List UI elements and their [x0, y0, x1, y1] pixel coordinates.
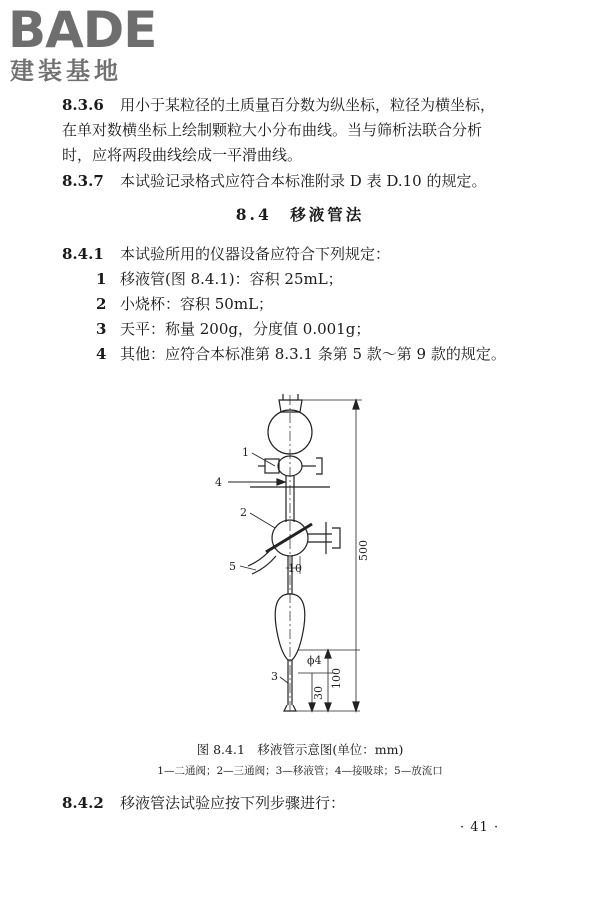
logo-wordmark: BADE	[8, 1, 157, 59]
dim-dia-label: ϕ4	[307, 654, 322, 667]
label-2: 2	[240, 506, 247, 519]
clause-text: 本试验所用的仪器设备应符合下列规定：	[120, 245, 391, 263]
clause-text-line: 用小于某粒径的土质量百分数为纵坐标，粒径为横坐标，	[120, 96, 496, 114]
clause-8-4-2	[62, 791, 345, 815]
item-text: 天平：称量 200g，分度值 0.001g；	[120, 320, 371, 338]
figure-legend: 1—二通阀；2—三通阀；3—移液管；4—接吸球；5—放流口	[157, 765, 443, 777]
item-number: 3	[96, 320, 107, 338]
list-item	[96, 267, 343, 291]
item-number: 1	[96, 270, 107, 288]
pipette-figure	[0, 385, 600, 725]
dim-gap-label: 10	[288, 562, 302, 575]
dim-bottom-label: 30	[312, 686, 325, 700]
clause-8-3-6-cont: 在单对数横坐标上绘制颗粒大小分布曲线。当与筛析法联合分析	[62, 121, 483, 139]
label-1: 1	[242, 446, 249, 459]
item-text: 移液管(图 8.4.1)：容积 25mL；	[120, 270, 343, 288]
page-number: · 41 ·	[460, 820, 500, 835]
clause-number: 8.4.1	[62, 245, 104, 263]
logo-subtitle: 建装基地	[10, 57, 122, 85]
list-item	[96, 317, 370, 341]
clause-number: 8.4.2	[62, 794, 104, 812]
clause-8-3-6	[62, 93, 495, 117]
clause-text: 本试验记录格式应符合本标准附录 D 表 D.10 的规定。	[120, 172, 487, 190]
dim-lower-label: 100	[330, 668, 343, 689]
clause-text: 移液管法试验应按下列步骤进行：	[120, 794, 346, 812]
bade-logo	[8, 1, 178, 90]
clause-8-3-7	[62, 169, 486, 193]
item-text: 其他：应符合本标准第 8.3.1 条第 5 款～第 9 款的规定。	[120, 345, 506, 363]
item-number: 4	[96, 345, 107, 363]
section-title: 8.4 移液管法	[235, 205, 365, 224]
clause-number: 8.3.6	[62, 96, 104, 114]
dim-total-label: 500	[357, 540, 370, 561]
list-item	[96, 342, 506, 366]
label-5: 5	[229, 560, 236, 573]
clause-8-4-1	[62, 242, 390, 266]
clause-8-3-6-cont: 时，应将两段曲线绘成一平滑曲线。	[62, 146, 303, 164]
list-item	[96, 292, 273, 316]
label-4: 4	[215, 476, 222, 489]
item-number: 2	[96, 295, 107, 313]
label-3: 3	[271, 670, 278, 683]
figure-caption: 图 8.4.1 移液管示意图(单位：mm)	[196, 742, 404, 757]
clause-number: 8.3.7	[62, 172, 104, 190]
item-text: 小烧杯：容积 50mL；	[120, 295, 274, 313]
